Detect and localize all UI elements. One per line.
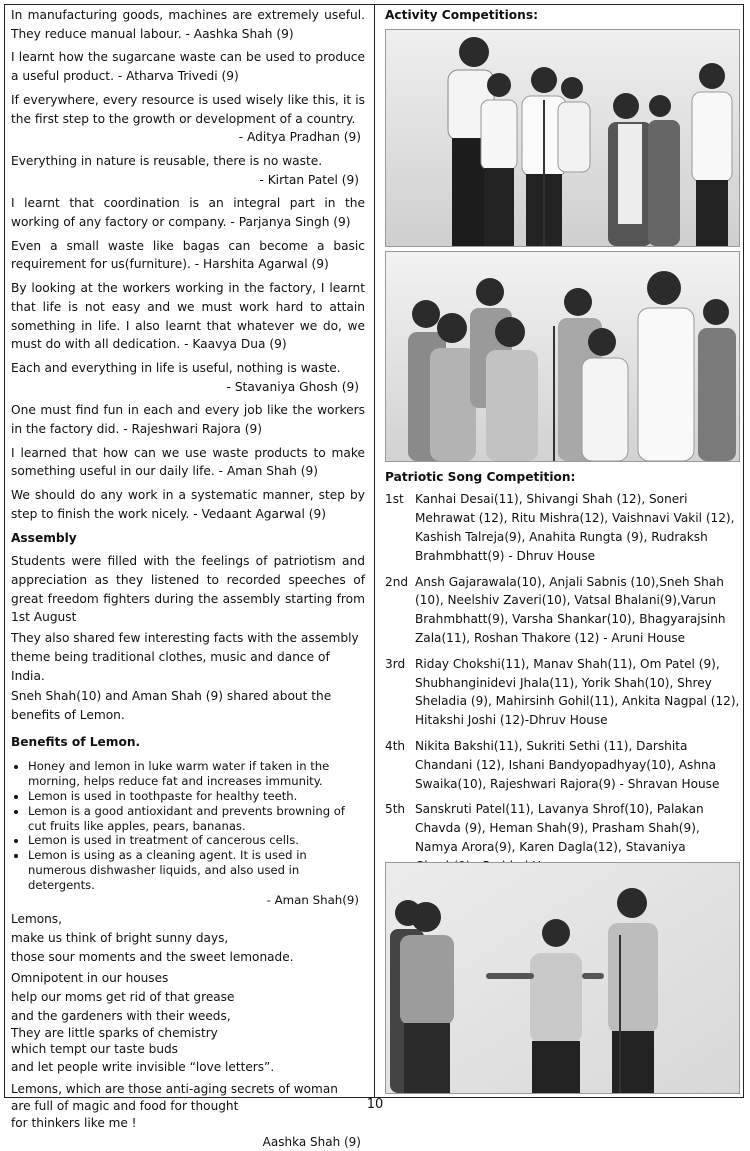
result-entry (385, 737, 741, 793)
benefit-item: • Honey and lemon in luke warm water if taken in the morning, helps reduce fat and increases immunity. (28, 759, 365, 789)
benefit-item: • Lemon is a good antioxidant and prevents browning of cut fruits like apples, pears, bananas. (28, 804, 365, 834)
result-rank: 4th (385, 738, 406, 753)
quote-4-author: - Kirtan Patel (9) (259, 172, 359, 187)
quote-8-author: - Stavaniya Ghosh (9) (226, 379, 359, 394)
assembly-paragraph-2: They also shared few interesting facts with the assembly theme being traditional clothes, music and dance of India. (11, 631, 359, 683)
result-names: Kanhai Desai(11), Shivangi Shah (12), Soneri Mehrawat (12), Ritu Mishra(12), Vaishnavi Vakil (12), Kashish Talreja(9), Anahita Rungta (9), Rudraksh Brahmbhatt(9) - Dhruv House (415, 492, 735, 563)
benefits-author: - Aman Shah(9) (266, 893, 359, 908)
quote-3-author: - Aditya Pradhan (9) (238, 130, 361, 145)
quote-2: I learnt how the sugarcane waste can be used to produce a useful product. - Atharva Trivedi (9) (11, 50, 365, 84)
benefit-item: • Lemon is used in toothpaste for healthy teeth. (28, 789, 365, 804)
result-entry (385, 490, 741, 565)
results-list (385, 490, 741, 875)
quote-8-text: Each and everything in life is useful, nothing is waste. (11, 360, 341, 375)
performance-photo (385, 862, 740, 1094)
assembly-paragraph-1: Students were filled with the feelings of patriotism and appreciation as they listened to recorded speeches of great freedom fighters during the assembly starting from 1st August (11, 554, 365, 625)
quotes-section (11, 6, 365, 524)
quote-1: In manufacturing goods, machines are extremely useful. They reduce manual labour. - Aashka Shah (9) (11, 8, 365, 41)
result-entry (385, 655, 741, 730)
choir-photo-1 (385, 29, 740, 247)
poem-line: and let people write invisible “love letters”. (11, 1059, 275, 1074)
quote-4 (11, 152, 365, 189)
quote-3 (11, 91, 365, 147)
poem-line: those sour moments and the sweet lemonade. (11, 950, 294, 965)
poem-line: They are little sparks of chemistry (11, 1025, 218, 1040)
left-column (11, 6, 365, 1151)
poem-line: Lemons, which are those anti-aging secrets of woman (11, 1081, 338, 1096)
result-rank: 5th (385, 802, 406, 817)
benefits-heading: Benefits of Lemon. (11, 734, 141, 749)
right-column (385, 6, 741, 883)
poem-line: which tempt our taste buds (11, 1041, 178, 1056)
result-rank: 1st (385, 492, 404, 507)
poem-line: help our moms get rid of that grease (11, 990, 235, 1005)
quote-9: One must find fun in each and every job like the workers in the factory did. - Rajeshwari Rajora (9) (11, 403, 365, 437)
page-number: 10 (366, 1097, 384, 1112)
quote-7: By looking at the workers working in the factory, I learnt that life is not easy and we must work hard to attain something in life. I also learnt that whatever we do, we must do with all dedication. - Kaavya Dua (9) (11, 281, 365, 352)
benefits-list (11, 759, 365, 892)
result-names: Ansh Gajarawala(10), Anjali Sabnis (10),Sneh Shah (10), Neelshiv Zaveri(10), Vatsal Bhalani(9),Varun Brahmbhatt(9), Varsha Shankar(10), Bhagyarajsinh Zala(11), Roshan Thakore (12) - Aruni House (415, 574, 726, 645)
result-rank: 3rd (385, 656, 406, 671)
poem-line: for thinkers like me ! (11, 1115, 137, 1130)
patriotic-heading: Patriotic Song Competition: (385, 469, 576, 484)
quote-3-text: If everywhere, every resource is used wisely like this, it is the first step to the growth or development of a country. (11, 92, 365, 126)
benefit-item: • Lemon is using as a cleaning agent. It is used in numerous dishwasher liquids, and also used in detergents. (28, 848, 365, 892)
poem-line: and the gardeners with their weeds, (11, 1009, 231, 1024)
assembly-paragraph-3: Sneh Shah(10) and Aman Shah (9) shared about the benefits of Lemon. (11, 689, 332, 722)
result-names: Sanskruti Patel(11), Lavanya Shrof(10), Palakan Chavda (9), Heman Shah(9), Prasham Shah(9), Namya Arora(9), Karen Dagla(12), Stavaniya (415, 802, 704, 854)
quote-11: We should do any work in a systematic manner, step by step to finish the work nicely. - Vedaant Agarwal (9) (11, 488, 365, 521)
poem-author: Aashka Shah (9) (262, 1134, 361, 1149)
quote-8 (11, 359, 365, 396)
quote-6: Even a small waste like bagas can become a basic requirement for us(furniture). - Harshita Agarwal (9) (11, 238, 365, 272)
result-entry (385, 573, 741, 648)
quote-5: I learnt that coordination is an integral part in the working of any factory or company. - Parjanya Singh (9) (11, 196, 365, 230)
quote-4-text: Everything in nature is reusable, there is no waste. (11, 153, 323, 168)
column-divider (374, 4, 375, 1098)
result-names: Riday Chokshi(11), Manav Shah(11), Om Patel (9), Shubhanginidevi Jhala(11), Yorik Shah(10), Shrey Sheladia (9), Mahirsinh Gohil(11), Ankita Nagpal (12), Hitakshi Joshi (12)-Dhruv House (415, 656, 740, 728)
result-names: Nikita Bakshi(11), Sukriti Sethi (11), Darshita Chandani (12), Ishani Bandyopadhyay(10), Ashna Swaika(10), Rajeshwari Rajora(9) - Shravan House (415, 738, 720, 791)
choir-photo-2 (385, 251, 740, 462)
quote-10: I learned that how can we use waste products to make something useful in our daily life. - Aman Shah (9) (11, 445, 365, 479)
choir-photo-1-image (386, 30, 739, 246)
poem-line: Lemons, (11, 912, 62, 927)
activity-heading: Activity Competitions: (385, 8, 538, 22)
result-rank: 2nd (385, 574, 409, 589)
benefit-item: • Lemon is used in treatment of cancerous cells. (28, 833, 365, 848)
performance-photo-image (386, 863, 739, 1093)
assembly-heading: Assembly (11, 530, 77, 545)
poem-line: Omnipotent in our houses (11, 971, 169, 986)
poem-line: are full of magic and food for thought (11, 1098, 239, 1113)
choir-photo-2-image (386, 252, 739, 461)
poem-line: make us think of bright sunny days, (11, 931, 229, 946)
